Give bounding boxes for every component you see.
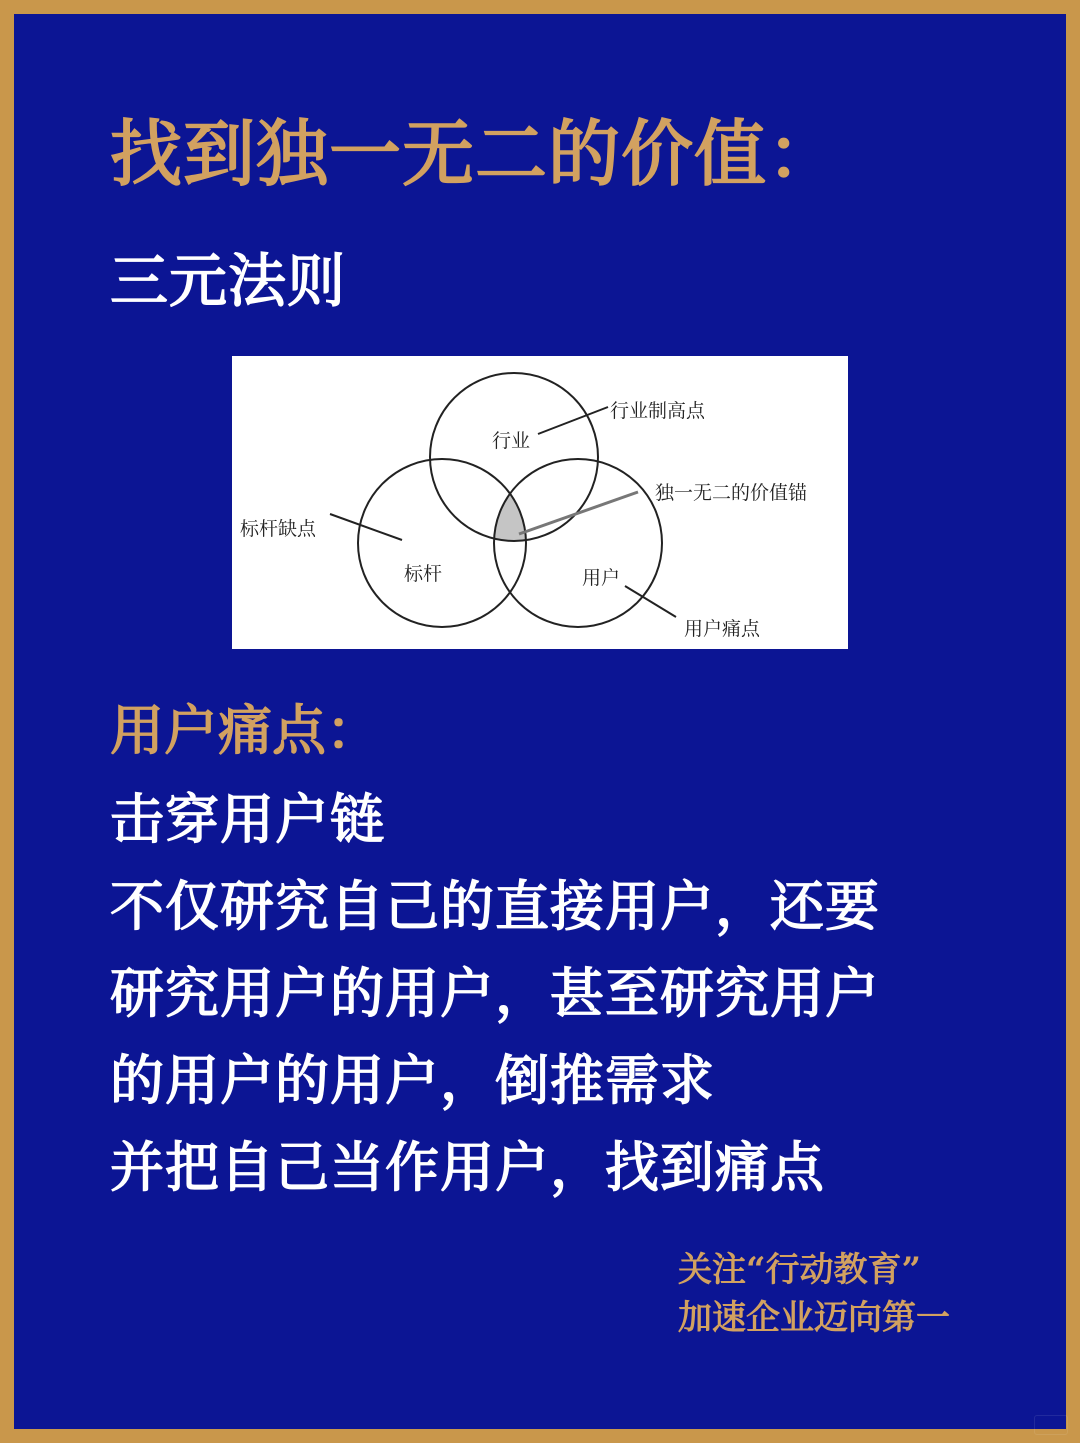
industry-callout-line: [538, 407, 608, 434]
benchmark-circle: [358, 459, 526, 627]
watermark-icon: [1034, 1415, 1068, 1435]
benchmark-callout: 标杆缺点: [240, 518, 317, 540]
body-line: 并把自己当作用户，找到痛点: [110, 1135, 825, 1199]
venn-diagram: [232, 356, 848, 649]
user-callout: 用户痛点: [684, 618, 761, 640]
body-line: 击穿用户链: [110, 787, 385, 851]
body-line: 的用户的用户，倒推需求: [110, 1048, 715, 1112]
user-callout-line: [625, 586, 676, 617]
unique-callout-line: [519, 492, 638, 534]
body-line: 不仅研究自己的直接用户，还要: [110, 874, 880, 938]
footer-follow-text: 关注“行动教育”: [678, 1250, 922, 1290]
body-line: 研究用户的用户，甚至研究用户: [110, 961, 880, 1025]
section-heading: 用户痛点：: [110, 698, 380, 762]
benchmark-circle-label: 标杆: [404, 563, 443, 585]
body-copy: [110, 776, 1010, 1211]
page-title: 找到独一无二的价值：: [110, 111, 841, 196]
user-circle: [494, 459, 662, 627]
benchmark-callout-line: [330, 514, 402, 540]
industry-circle-label: 行业: [492, 430, 531, 452]
venn-svg: [232, 356, 848, 649]
footer-slogan: 加速企业迈向第一: [678, 1298, 950, 1338]
user-circle-label: 用户: [582, 567, 621, 589]
unique-value-callout: 独一无二的价值锚: [655, 482, 808, 504]
page-frame: [14, 14, 1066, 1429]
footer: [678, 1246, 1038, 1342]
industry-callout: 行业制高点: [610, 400, 706, 422]
page-subtitle: 三元法则: [110, 247, 347, 315]
